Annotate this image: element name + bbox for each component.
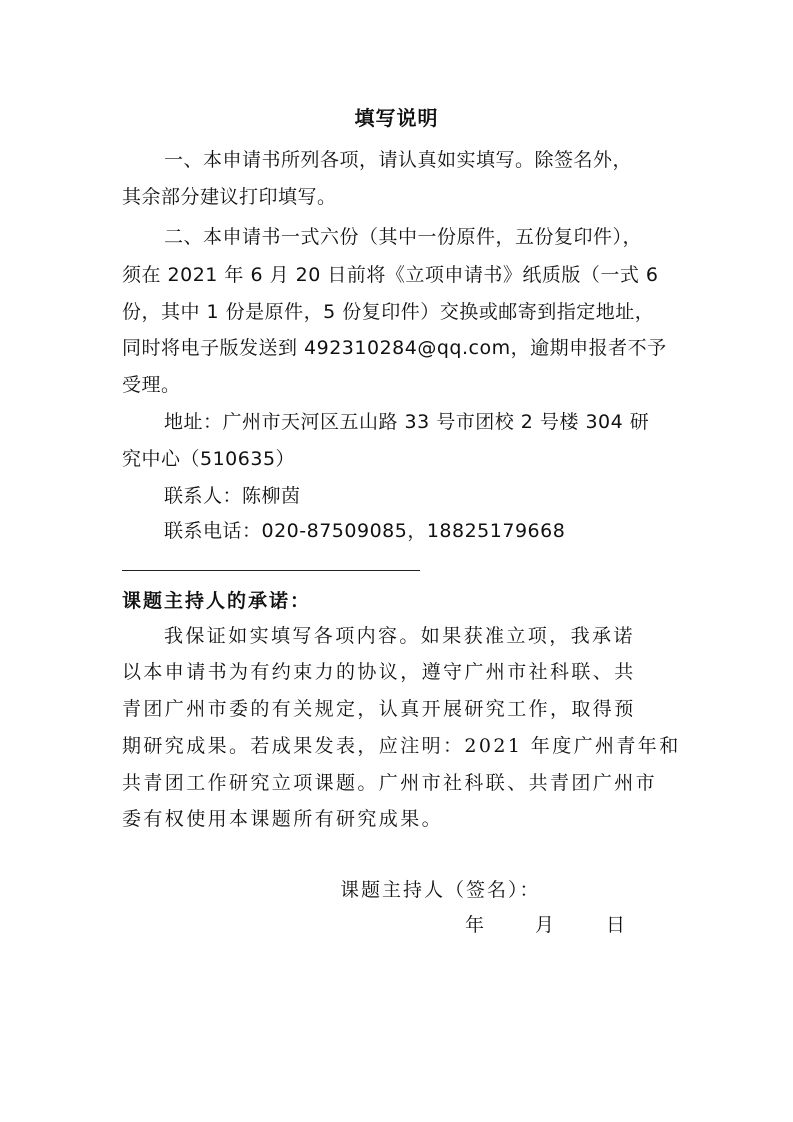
contact-phone: 联系电话：020-87509085，18825179668 xyxy=(164,520,566,542)
date-day-label: 日 xyxy=(606,914,626,936)
page-title: 填写说明 xyxy=(354,106,439,130)
address-line: 地址：广州市天河区五山路 33 号市团校 2 号楼 304 研 xyxy=(164,411,650,433)
pledge-line: 期研究成果。若成果发表，应注明：2021 年度广州青年和 xyxy=(122,735,681,757)
address-line: 究中心（510635） xyxy=(122,448,296,470)
date-month-label: 月 xyxy=(535,914,555,936)
instruction-line: 受理。 xyxy=(122,374,181,396)
divider-line xyxy=(122,570,420,571)
instruction-line: 一、本申请书所列各项，请认真如实填写。除签名外， xyxy=(164,149,633,171)
pledge-line: 青团广州市委的有关规定，认真开展研究工作，取得预 xyxy=(122,698,636,720)
pledge-line: 共青团工作研究立项课题。广州市社科联、共青团广州市 xyxy=(122,772,658,794)
pledge-line: 我保证如实填写各项内容。如果获准立项，我承诺 xyxy=(164,625,635,647)
instruction-line: 份，其中 1 份是原件，5 份复印件）交换或邮寄到指定地址， xyxy=(122,301,655,323)
instruction-line: 须在 2021 年 6 月 20 日前将《立项申请书》纸质版（一式 6 xyxy=(122,264,659,286)
pledge-line: 以本申请书为有约束力的协议，遵守广州市社科联、共 xyxy=(122,661,636,683)
signature-label: 课题主持人（签名）： xyxy=(340,879,541,901)
instruction-line: 二、本申请书一式六份（其中一份原件，五份复印件）， xyxy=(164,226,643,248)
pledge-line: 委有权使用本课题所有研究成果。 xyxy=(122,808,444,830)
instruction-line: 同时将电子版发送到 492310284@qq.com，逾期申报者不予 xyxy=(122,337,667,359)
pledge-heading: 课题主持人的承诺： xyxy=(122,590,312,612)
date-year-label: 年 xyxy=(465,914,485,936)
contact-person: 联系人：陈柳茵 xyxy=(164,485,301,507)
instruction-line: 其余部分建议打印填写。 xyxy=(122,186,337,208)
